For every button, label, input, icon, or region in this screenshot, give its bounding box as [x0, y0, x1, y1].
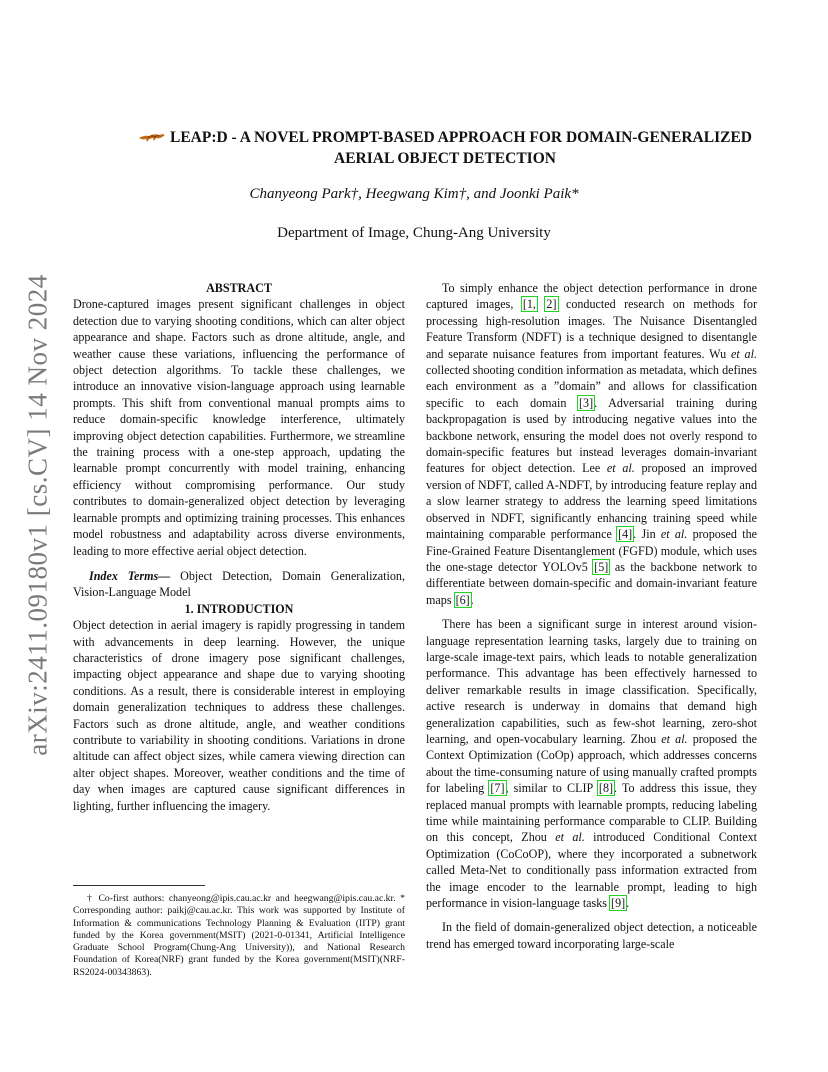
citation-link[interactable]: [5] [594, 559, 609, 574]
footnote-rule [73, 885, 205, 886]
abstract-text: Drone-captured images present significant challenges in object detection due to varying shooting conditions, which can alter object appearance and shape. Factors such as drone altitude, angle, and weather cause these variations, influencing the performance of object detection algorithms. To tackle these challenges, we introduce an innovative vision-language approach using learnable prompts. This shift from conventional manual prompts aims to reduce domain-specific knowledge interference, ultimately improving object detection capabilities. Furthermore, we streamline the training process with a one-step approach, updating the learnable prompt concurrently with model training, enhancing efficiency without compromising performance. Our study contributes to domain-generalized object detection by leveraging learnable prompts and optimizing training processes. This enhances model robustness and adaptability across diverse environments, leading to more effective aerial object detection. [73, 297, 405, 558]
citation-link[interactable]: [3] [579, 395, 594, 410]
citation-link[interactable]: 2] [546, 297, 557, 312]
right-paragraph-3: In the field of domain-generalized object detection, a noticeable trend has emerged toward incorporating large-scale [426, 920, 757, 951]
right-paragraph-1: To simply enhance the object detection performance in drone captured images, [1, 2] conducted research on methods for processing high-resolution images. The Nuisance Disentangled Feature Transform (NDFT) is a technique designed to disentangle and separate nuisance features from important features. Wu et al. collected shooting condition information as metadata, which defines each environment as a ”domain” and allows for classification specific to each domain [3]. Adversarial training during backpropagation is used by introducing negative values into the backbone network, ensuring the model does not overly respond to domain-specific features but instead leverages domain-invariant features for object detection. Lee et al. proposed an improved version of NDFT, called A-NDFT, by introducing feature replay and a slow learner strategy to address the learning speed limitations observed in NDFT, significantly enhancing training speed while maintaining comparable performance [4]. Jin et al. proposed the Fine-Grained Feature Disentanglement (FGFD) module, which uses the one-stage detector YOLOv5 [5] as the backbone network to differentiate between domain-specific and domain-invariant feature maps [6]. [426, 281, 758, 607]
citation-link[interactable]: [7] [490, 781, 505, 796]
intro-paragraph-1: Object detection in aerial imagery is rapidly progressing in tandem with advancements in deep learning. However, the unique characteristics of drone imagery pose significant challenges, impacting object appearance and shape due to varying shooting conditions. As a result, there is considerable interest in employing domain generalization techniques to address these challenges. Factors such as drone altitude, angle, and weather conditions contribute to variability in shooting conditions. Variations in drone altitude can affect object sizes, while camera viewing direction can alter object shapes. Moreover, weather conditions and the time of day when images are captured cause significant differences in lighting, further influencing the imagery. [73, 618, 405, 813]
title-line-1: LEAP:D - A NOVEL PROMPT-BASED APPROACH FOR DOMAIN-GENERALIZED [169, 129, 752, 146]
index-terms [73, 568, 405, 601]
authors: Chanyeong Park†, Heegwang Kim†, and Joonki Paik* [249, 186, 579, 202]
left-column [73, 280, 405, 814]
affiliation: Department of Image, Chung-Ang University [277, 225, 551, 241]
right-paragraph-2: There has been a significant surge in interest around vision-language representation learning tasks, largely due to training on large-scale image-text pairs, which leads to notable generalization performance. This advantage has been effectively harnessed to deliver remarkable results in image classification. Specifically, active research is underway in domains that demand high generalization capabilities, such as few-shot learning, zero-shot learning, and open-vocabulary learning. Zhou et al. proposed the Context Optimization (CoOp) approach, which addresses concerns about the time-consuming nature of using manually crafted prompts for labeling [7], similar to CLIP [8]. To address this issue, they replaced manual prompts with learnable prompts, reducing labeling time while maintaining performance comparable to CLIP. Building on this concept, Zhou et al. introduced Conditional Context Optimization (CoCoOP), where they incorporated a subnetwork called Meta-Net to conditionally pass information extracted from the image encoder to the learnable prompt, leading to high performance in vision-language tasks [9]. [426, 617, 757, 911]
footnote [73, 885, 405, 979]
citation-link[interactable]: [9] [611, 896, 626, 911]
citation-link[interactable]: [8] [598, 781, 614, 796]
arxiv-stamp-text: arXiv:2411.09180v1 [cs.CV] 14 Nov 2024 [22, 274, 53, 756]
leopard-icon [138, 129, 166, 149]
arxiv-stamp [14, 270, 62, 760]
index-terms-text: Object Detection, Domain Generalization, Vision-Language Model [73, 568, 405, 600]
title-line-2: AERIAL OBJECT DETECTION [334, 150, 556, 167]
footnote-text: † Co-first authors: chanyeong@ipis.cau.ac.kr and heegwang@ipis.cau.ac.kr. * Corresponding author: paikj@cau.ac.kr. This work was supported by Institute of Information & communications Technology Planning & Evaluation (IITP) grant funded by the Korea government(MSIT) (2021-0-01341, Artificial Intelligence Graduate School Program(Chung-Ang University)), and National Research Foundation of Korea(NRF) grant funded by the Korea government(MSIT)(NRF-RS2024-00343863). [73, 893, 405, 978]
abstract-heading: ABSTRACT [206, 281, 272, 295]
right-column [426, 280, 757, 952]
index-terms-label: Index Terms— [89, 568, 171, 583]
citation-link[interactable]: [1, [522, 297, 536, 312]
intro-heading: 1. INTRODUCTION [184, 601, 294, 616]
paper-title [90, 128, 800, 169]
citation-link[interactable]: [4] [618, 527, 633, 542]
citation-link[interactable]: [6] [455, 592, 470, 607]
